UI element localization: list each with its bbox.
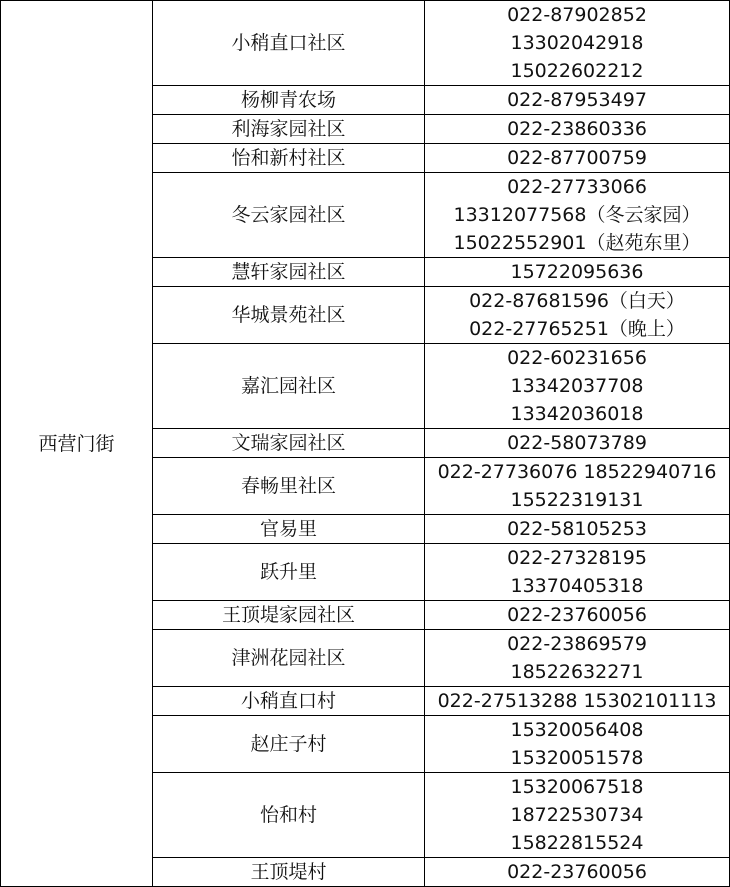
- phone-cell: [425, 773, 730, 858]
- phone-cell: [425, 716, 730, 773]
- community-name-cell: 怡和新村社区: [153, 144, 425, 173]
- phone-number: 15320067518: [510, 776, 644, 798]
- phone-number: 022-23860336: [507, 118, 647, 140]
- community-name-cell: 王顶堤家园社区: [153, 601, 425, 630]
- community-name-cell: 慧轩家园社区: [153, 258, 425, 287]
- phone-number: 022-60231656: [507, 347, 647, 369]
- community-name-cell: 嘉汇园社区: [153, 344, 425, 429]
- community-name-cell: 小稍直口村: [153, 687, 425, 716]
- phone-number: 13312077568（冬云家园）: [453, 204, 701, 226]
- district-cell: 西营门街: [1, 1, 153, 887]
- phone-cell: [425, 630, 730, 687]
- phone-number: 022-87902852: [507, 4, 647, 26]
- phone-number: 022-27736076 18522940716: [437, 461, 717, 483]
- phone-cell: [425, 86, 730, 115]
- phone-number: 15320056408: [510, 719, 644, 741]
- phone-number: 18722530734: [510, 804, 644, 826]
- phone-number: 022-27513288 15302101113: [437, 690, 717, 712]
- phone-cell: [425, 287, 730, 344]
- community-name-cell: 小稍直口社区: [153, 1, 425, 86]
- community-name-cell: 利海家园社区: [153, 115, 425, 144]
- phone-number: 022-87953497: [507, 89, 647, 111]
- phone-number: 18522632271: [510, 661, 644, 683]
- phone-cell: [425, 544, 730, 601]
- contact-table-body: [1, 1, 730, 887]
- phone-cell: [425, 173, 730, 258]
- phone-number: 022-23869579: [507, 633, 647, 655]
- community-name-cell: 华城景苑社区: [153, 287, 425, 344]
- phone-cell: [425, 115, 730, 144]
- phone-number: 13342036018: [510, 403, 644, 425]
- community-name-cell: 津洲花园社区: [153, 630, 425, 687]
- phone-number: 15522319131: [510, 489, 644, 511]
- table-row: [1, 1, 730, 86]
- phone-cell: [425, 1, 730, 86]
- phone-number: 022-87681596（白天）: [469, 290, 685, 312]
- phone-cell: [425, 258, 730, 287]
- phone-number: 022-87700759: [507, 147, 647, 169]
- phone-number: 15320051578: [510, 747, 644, 769]
- phone-number: 022-23760056: [507, 604, 647, 626]
- phone-number: 022-27733066: [507, 176, 647, 198]
- phone-number: 15022602212: [510, 60, 644, 82]
- phone-cell: [425, 429, 730, 458]
- phone-number: 022-27765251（晚上）: [469, 318, 685, 340]
- phone-number: 022-58073789: [507, 432, 647, 454]
- phone-number: 022-23760056: [507, 861, 647, 883]
- community-name-cell: 文瑞家园社区: [153, 429, 425, 458]
- community-name-cell: 王顶堤村: [153, 858, 425, 887]
- phone-cell: [425, 344, 730, 429]
- phone-cell: [425, 601, 730, 630]
- phone-cell: [425, 144, 730, 173]
- community-name-cell: 杨柳青农场: [153, 86, 425, 115]
- community-name-cell: 春畅里社区: [153, 458, 425, 515]
- phone-cell: [425, 515, 730, 544]
- community-name-cell: 赵庄子村: [153, 716, 425, 773]
- phone-number: 15822815524: [510, 832, 644, 854]
- community-name-cell: 冬云家园社区: [153, 173, 425, 258]
- phone-number: 022-58105253: [507, 518, 647, 540]
- phone-number: 15722095636: [510, 261, 644, 283]
- phone-number: 13370405318: [510, 575, 644, 597]
- phone-cell: [425, 687, 730, 716]
- phone-number: 13342037708: [510, 375, 644, 397]
- community-name-cell: 官易里: [153, 515, 425, 544]
- phone-number: 022-27328195: [507, 547, 647, 569]
- community-name-cell: 怡和村: [153, 773, 425, 858]
- community-name-cell: 跃升里: [153, 544, 425, 601]
- phone-cell: [425, 858, 730, 887]
- phone-number: 15022552901（赵苑东里）: [453, 232, 701, 254]
- phone-number: 13302042918: [510, 32, 644, 54]
- phone-cell: [425, 458, 730, 515]
